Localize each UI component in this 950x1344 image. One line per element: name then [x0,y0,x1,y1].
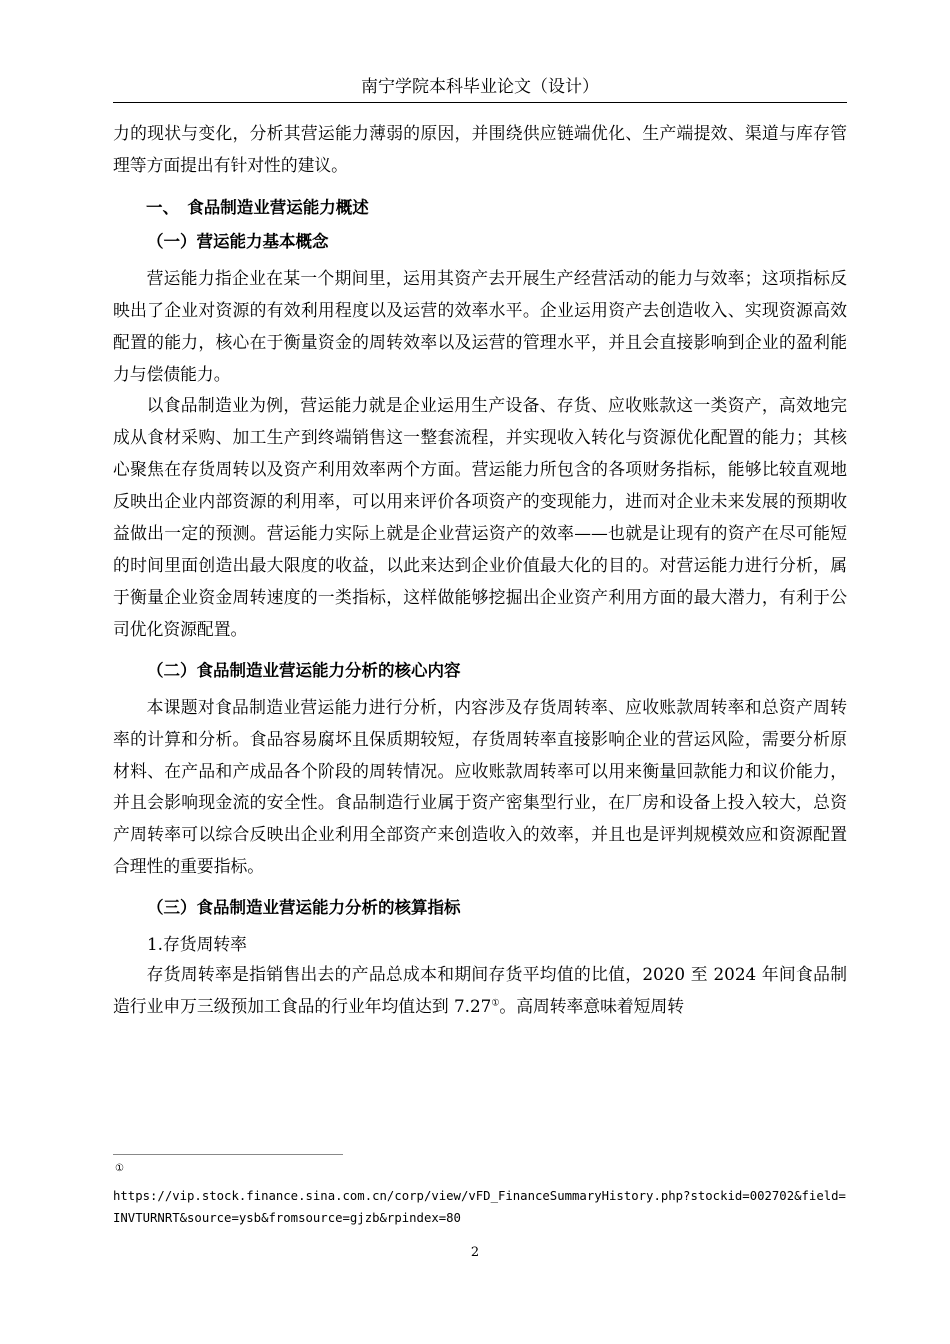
inventory-text-after: 。高周转率意味着短周转 [499,996,685,1017]
subsection-heading-1: （一）营运能力基本概念 [147,231,329,251]
page-number: 2 [470,1245,480,1260]
paragraph-inventory-turnover [113,959,847,1023]
subsection-heading-2: （二）食品制造业营运能力分析的核心内容 [147,660,461,680]
paragraph-core-content: 本课题对食品制造业营运能力进行分析，内容涉及存货周转率、应收账款周转率和总资产周转率的计算和分析。食品容易腐坏且保质期较短，存货周转率直接影响企业的营运风险，需要分析原材料、在产品和产成品各个阶段的周转情况。应收账款周转率可以用来衡量回款能力和议价能力，并且会影响现金流的安全性。食品制造行业属于资产密集型行业，在厂房和设备上投入较大，总资产周转率可以综合反映出企业利用全部资产来创造收入的效率，并且也是评判规模效应和资源配置合理性的重要指标。 [113,696,847,877]
footnote-reference[interactable]: ① [491,998,500,1009]
paragraph-operating-capacity-definition: 营运能力指企业在某一个期间里，运用其资产去开展生产经营活动的能力与效率；这项指标反映出了企业对资源的有效利用程度以及运营的效率水平。企业运用资产去创造收入、实现资源高效配置的能力，核心在于衡量资金的周转效率以及运营的管理水平，并且会直接影响到企业的盈利能力与偿债能力。 [113,267,847,384]
subsection-heading-3: （三）食品制造业营运能力分析的核算指标 [147,898,461,918]
footnote-divider [113,1154,343,1155]
paragraph-food-manufacturing-example: 以食品制造业为例，营运能力就是企业运用生产设备、存货、应收账款这一类资产，高效地完成从食材采购、加工生产到终端销售这一整套流程，并实现收入转化与资源优化配置的能力；其核心聚焦在存货周转以及资产利用效率两个方面。营运能力所包含的各项财务指标，能够比较直观地反映出企业内部资源的利用率，可以用来评价各项资产的变现能力，进而对企业未来发展的预期收益做出一定的预测。营运能力实际上就是企业营运资产的效率——也就是让现有的资产在尽可能短的时间里面创造出最大限度的收益，以此来达到企业价值最大化的目的。对营运能力进行分析，属于衡量企业资金周转速度的一类指标，这样做能够挖掘出企业资产利用方面的最大潜力，有利于公司优化资源配置。 [113,395,847,639]
footnote-url[interactable]: https://vip.stock.finance.sina.com.cn/corp/view/vFD_FinanceSummaryHistory.php?stockid=002702&field=INVTURNRT&source=ysb&fromsource=gjzb&rpindex=80 [113,1189,846,1225]
body-text [113,118,847,1023]
item-heading-inventory-turnover: 1.存货周转率 [147,934,247,955]
intro-continuation: 力的现状与变化，分析其营运能力薄弱的原因，并围绕供应链端优化、生产端提效、渠道与库存管理等方面提出有针对性的建议。 [113,123,847,175]
footnote-mark: ① [115,1163,124,1174]
running-header: 南宁学院本科毕业论文（设计） [113,72,847,103]
inventory-text-before: 存货周转率是指销售出去的产品总成本和期间存货平均值的比值，2020 至 2024 年间食品制造行业申万三级预加工食品的行业年均值达到 7.27 [113,964,847,1017]
section-heading-1: 一、 食品制造业营运能力概述 [146,197,369,217]
